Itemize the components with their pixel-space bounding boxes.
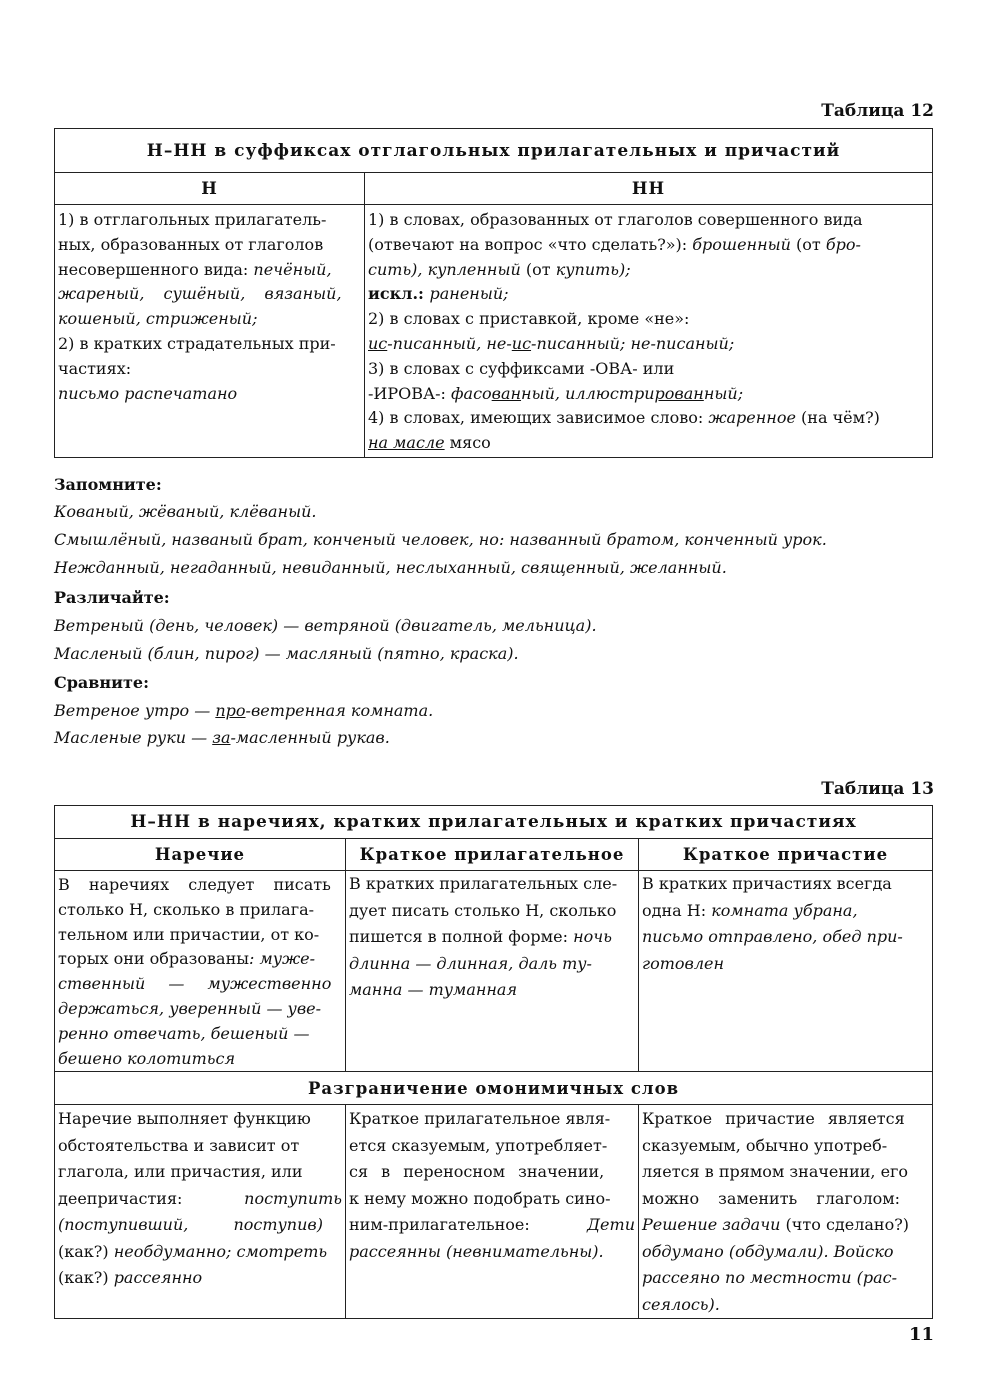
text-line: -ИРОВА-: фасованный, иллюстрированный; [368, 383, 744, 403]
text-line: ственный — мужественно [58, 974, 332, 994]
text-line: рассеянны (невнимательны). [349, 1241, 604, 1261]
table-13-col-short-part: Краткое причастие [639, 839, 933, 871]
text-line: ляется в прямом значении, его [642, 1162, 909, 1182]
table-12-cell-nn [365, 205, 933, 458]
text-line: можно заменить глаголом: [642, 1188, 901, 1208]
cell-distinguish-short-part [639, 1105, 933, 1319]
text-line: ис-писанный, не-ис-писанный; не-писаный; [368, 333, 735, 353]
text-line: сказуемым, обычно употреб- [642, 1135, 888, 1155]
text-line: ренно отвечать, бешеный — [58, 1023, 310, 1043]
table-12-col-n: Н [55, 173, 365, 205]
text-line: частиях: [58, 358, 132, 378]
text-line: 1) в отглагольных прилагатель- [58, 210, 327, 229]
cell-short-adj [346, 871, 639, 1072]
table-13-col-adverb: Наречие [55, 839, 346, 871]
text-line: деепричастия: поступить [58, 1188, 342, 1208]
remember-line: Нежданный, негаданный, невиданный, неслыханный, священный, желанный. [54, 558, 727, 577]
text-line: несовершенного вида: печёный, [58, 259, 332, 279]
table-12 [54, 128, 933, 458]
text-line: 2) в словах с приставкой, кроме «не»: [368, 309, 690, 329]
compare-label: Сравните: [54, 673, 149, 692]
table-13-label: Таблица 13 [821, 779, 934, 799]
text-line: обдумано (обдумали). Войско [642, 1241, 894, 1261]
page-number: 11 [908, 1324, 934, 1345]
text-line: сеялось). [642, 1294, 720, 1314]
text-line: (поступивший, поступив) [58, 1215, 323, 1235]
text-line: письмо отправлено, обед при- [642, 927, 903, 946]
text-line: искл.: раненый; [368, 284, 509, 304]
text-line: бешено колотиться [58, 1048, 236, 1068]
text-line: В кратких причастиях всегда [642, 874, 892, 893]
compare-line: Ветреное утро — про-ветренная комната. [54, 701, 434, 720]
table-13-title: Н–НН в наречиях, кратких прилагательных и кратких причастиях [55, 806, 933, 839]
text-line: дует писать столько Н, сколько [349, 900, 617, 920]
distinguish-line: Ветреный (день, человек) — ветряной (двигатель, мельница). [54, 616, 597, 635]
text-line: кошеный, стриженый; [58, 309, 258, 329]
text-line: (как?) необдуманно; смотреть [58, 1241, 328, 1261]
text-line: Краткое причастие является [642, 1109, 905, 1129]
text-line: глагола, или причастия, или [58, 1162, 303, 1182]
text-line: письмо распечатано [58, 383, 238, 403]
text-line: В наречиях следует писать [58, 875, 331, 894]
text-line: (отвечают на вопрос «что сделать?»): брошенный (от бро- [368, 234, 861, 254]
text-line: манна — туманная [349, 980, 518, 999]
text-line: 4) в словах, имеющих зависимое слово: жаренное (на чём?) [368, 408, 880, 428]
text-line: держаться, уверенный — уве- [58, 998, 322, 1018]
text-line: к нему можно подобрать сино- [349, 1188, 611, 1208]
cell-short-part [639, 871, 933, 1072]
cell-distinguish-adverb [55, 1105, 346, 1319]
text-line: длинна — длинная, даль ту- [349, 953, 592, 973]
text-line: Наречие выполняет функцию [58, 1109, 311, 1129]
text-line: 2) в кратких страдательных при- [58, 333, 336, 353]
text-line: столько Н, сколько в прилага- [58, 899, 315, 919]
remember-line: Смышлёный, названый брат, конченый человек, но: названный братом, конченный урок. [54, 530, 827, 549]
notes [54, 472, 934, 752]
text-line: тельном или причастии, от ко- [58, 924, 320, 944]
text-line: обстоятельства и зависит от [58, 1135, 300, 1155]
text-line: ним-прилагательное: Дети [349, 1215, 635, 1235]
text-line: (как?) рассеянно [58, 1268, 203, 1288]
text-line: пишется в полной форме: ночь [349, 927, 612, 946]
text-line: Решение задачи (что сделано?) [642, 1215, 910, 1235]
text-line: сить), купленный (от купить); [368, 259, 631, 279]
table-12-cell-n [55, 205, 365, 458]
text-line: одна Н: комната убрана, [642, 900, 858, 920]
table-13 [54, 805, 933, 1319]
text-line: рассеяно по местности (рас- [642, 1268, 897, 1288]
text-line: Краткое прилагательное явля- [349, 1109, 611, 1129]
text-line: на масле мясо [368, 433, 491, 453]
text-line: готовлен [642, 953, 725, 973]
text-line: 1) в словах, образованных от глаголов совершенного вида [368, 210, 863, 229]
distinguish-label: Различайте: [54, 588, 170, 607]
table-12-title: Н–НН в суффиксах отглагольных прилагательных и причастий [55, 129, 933, 173]
text-line: торых они образованы: муже- [58, 949, 316, 969]
table-12-label: Таблица 12 [821, 101, 934, 121]
section-title: Разграничение омонимичных слов [55, 1072, 933, 1105]
cell-distinguish-short-adj [346, 1105, 639, 1319]
cell-adverb [55, 871, 346, 1072]
remember-line: Кованый, жёваный, клёваный. [54, 502, 317, 521]
text-line: ся в переносном значении, [349, 1162, 605, 1182]
text-line: ных, образованных от глаголов [58, 234, 324, 254]
text-line: В кратких прилагательных сле- [349, 874, 618, 893]
table-12-col-nn: НН [365, 173, 933, 205]
table-13-col-short-adj: Краткое прилагательное [346, 839, 639, 871]
distinguish-line: Масленый (блин, пирог) — масляный (пятно, краска). [54, 644, 519, 663]
text-line: жареный, сушёный, вязаный, [58, 284, 342, 304]
text-line: 3) в словах с суффиксами -ОВА- или [368, 358, 675, 378]
text-line: ется сказуемым, употребляет- [349, 1135, 608, 1155]
remember-label: Запомните: [54, 475, 162, 494]
compare-line: Масленые руки — за-масленный рукав. [54, 728, 390, 747]
